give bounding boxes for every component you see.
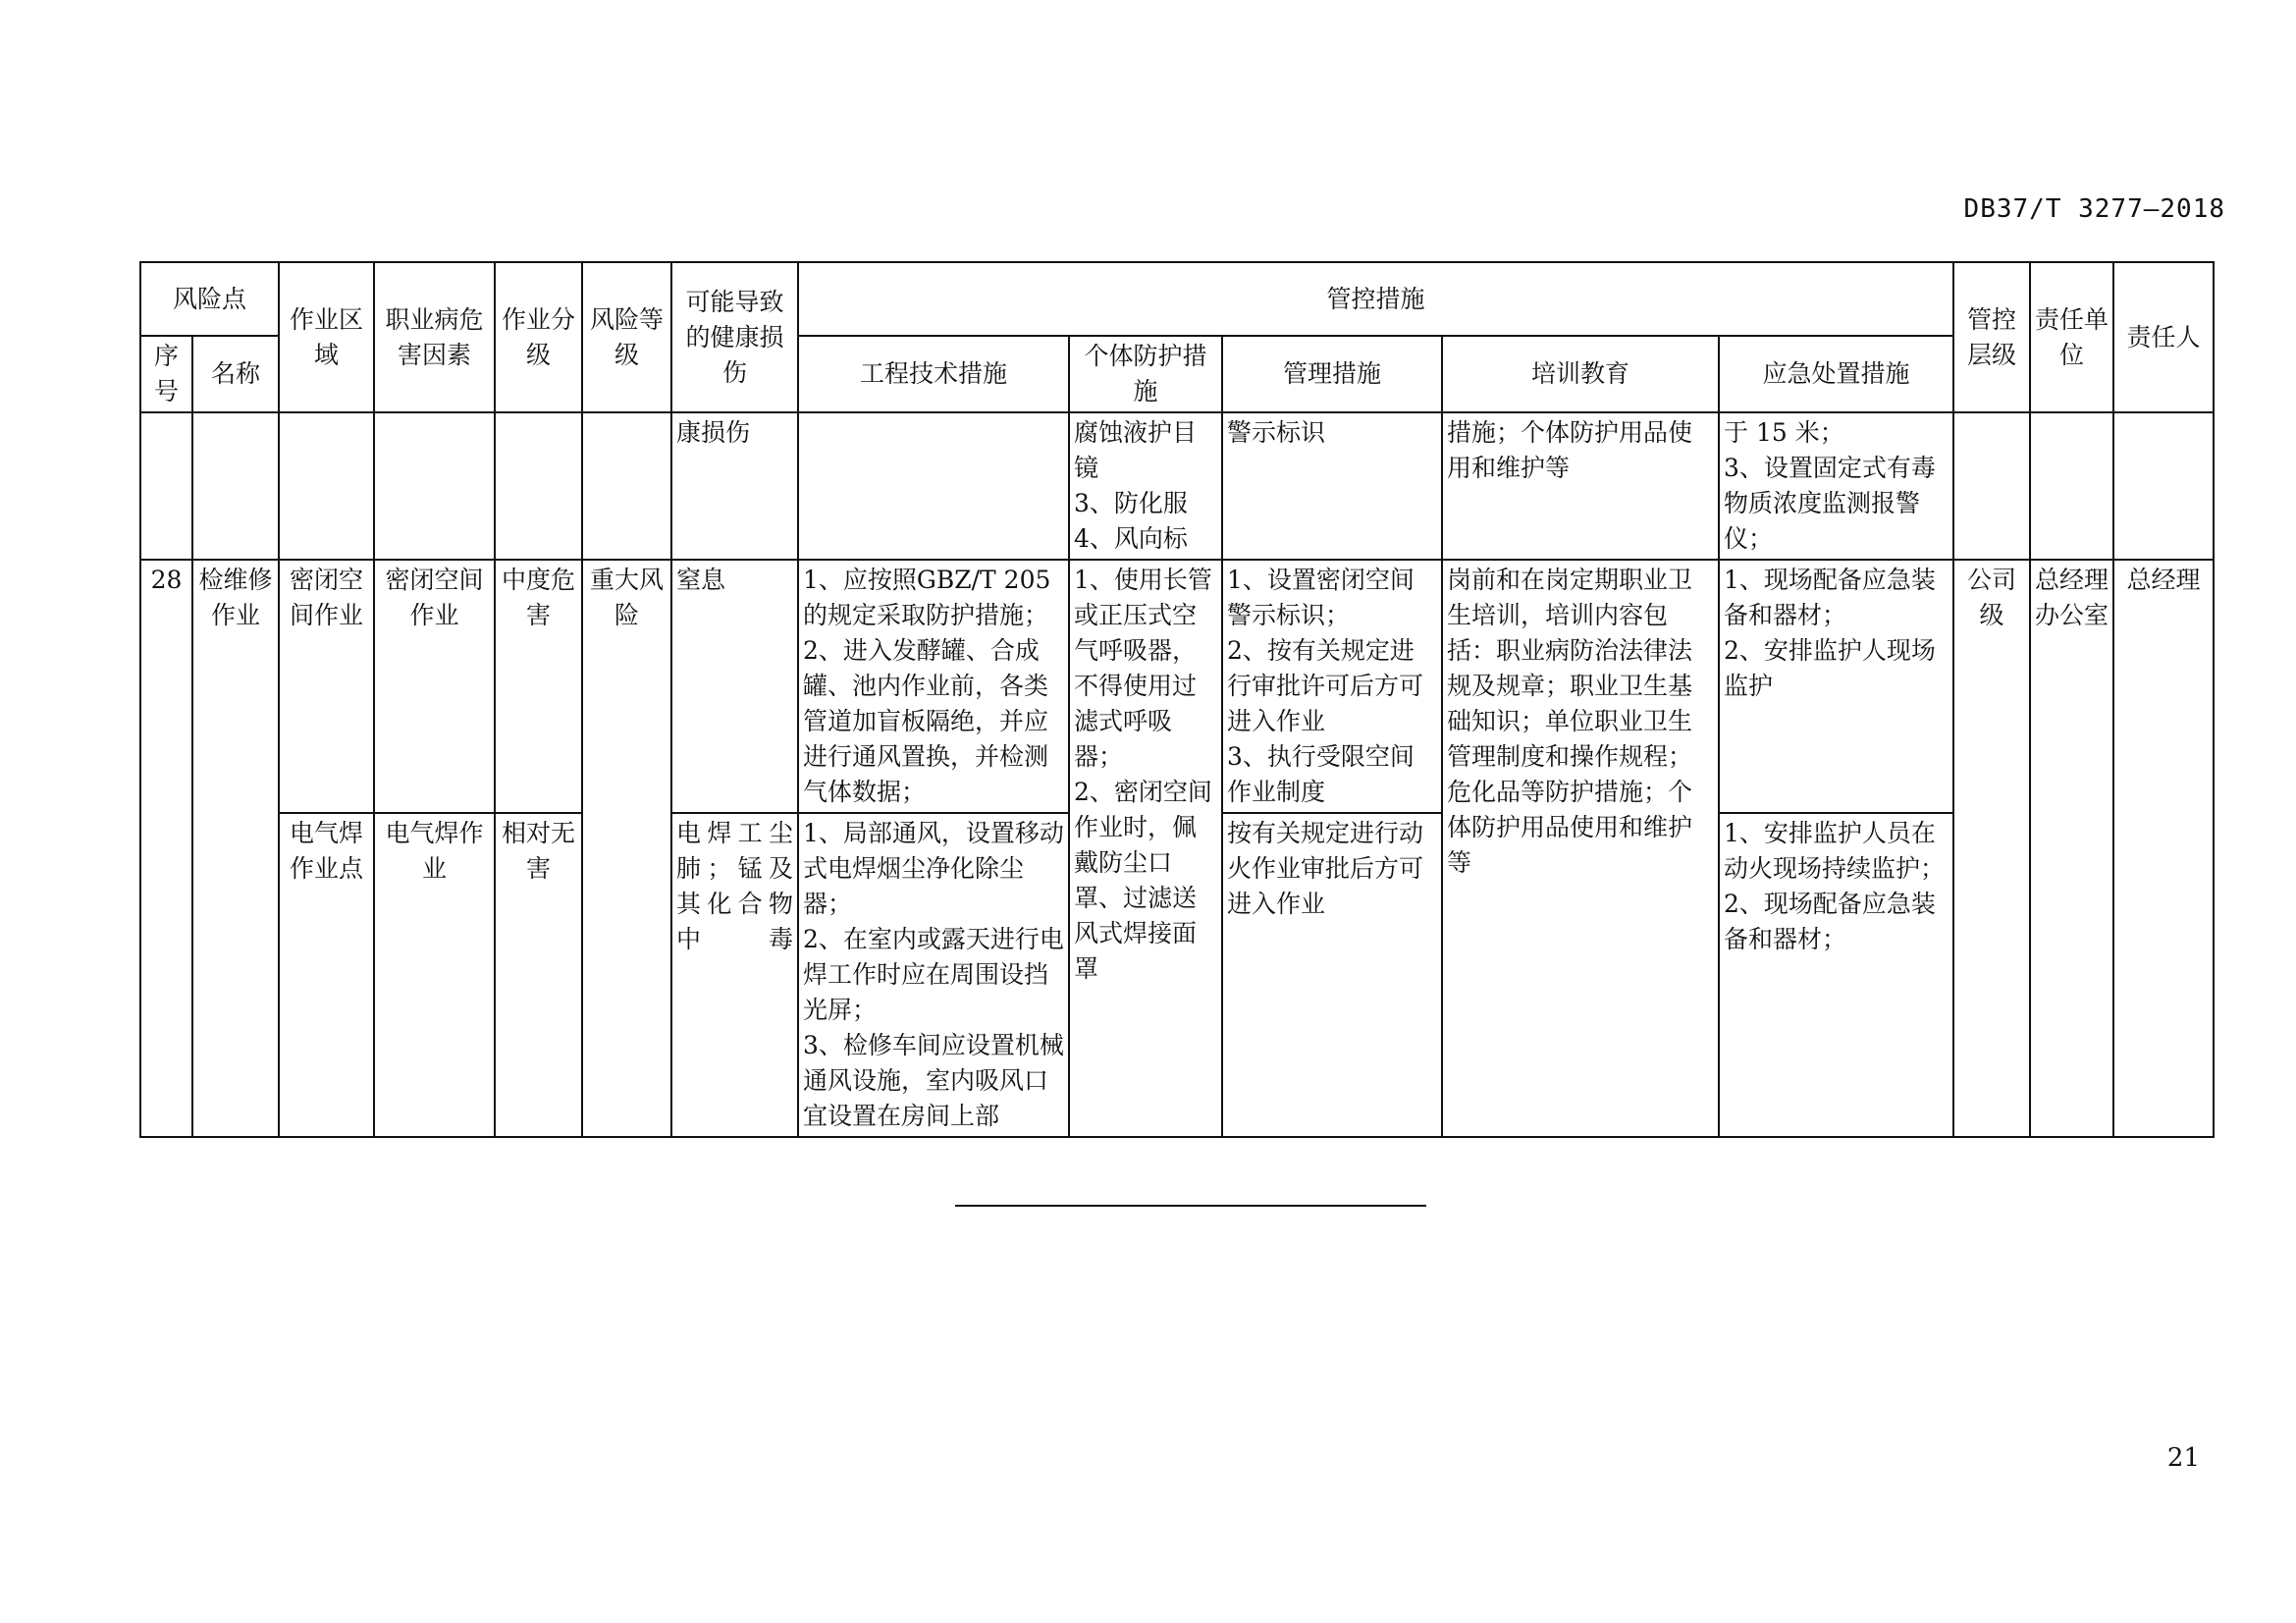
- cell-health-damage: 电焊工尘肺；锰及其化合物中毒: [671, 813, 798, 1137]
- cell-work-grade: 中度危害: [495, 560, 582, 813]
- cell-engineering: 1、应按照GBZ/T 205的规定采取防护措施； 2、进入发酵罐、合成罐、池内作业前，各类管道加盲板隔绝，并应进行通风置换，并检测气体数据；: [798, 560, 1069, 813]
- risk-control-table: [139, 261, 2215, 1138]
- cell-resp-unit: 总经理办公室: [2030, 560, 2113, 1137]
- header-name: 名称: [192, 336, 279, 412]
- cell-risk-level: 重大风险: [582, 560, 671, 1137]
- header-control-level: 管控层级: [1953, 262, 2030, 412]
- header-emergency: 应急处置措施: [1719, 336, 1953, 412]
- header-resp-unit: 责任单位: [2030, 262, 2113, 412]
- cell-seq: 28: [140, 560, 192, 1137]
- header-ppe: 个体防护措施: [1069, 336, 1222, 412]
- cell-hazard-factor: 密闭空间作业: [374, 560, 495, 813]
- header-engineering: 工程技术措施: [798, 336, 1069, 412]
- cell-management: 1、设置密闭空间警示标识； 2、按有关规定进行审批许可后方可进入作业 3、执行受限空间作业制度: [1222, 560, 1442, 813]
- header-risk-level: 风险等级: [582, 262, 671, 412]
- cell-training: 岗前和在岗定期职业卫生培训，培训内容包括：职业病防治法律法规及规章；职业卫生基础知识；单位职业卫生管理制度和操作规程；危化品等防护措施；个体防护用品使用和维护等: [1442, 560, 1719, 1137]
- end-of-section-rule: [955, 1205, 1426, 1207]
- cell-training: 措施；个体防护用品使用和维护等: [1442, 412, 1719, 560]
- cell-work-grade: 相对无害: [495, 813, 582, 1137]
- header-health-damage: 可能导致的健康损伤: [671, 262, 798, 412]
- cell-hazard-factor: 电气焊作业: [374, 813, 495, 1137]
- cell-management: 警示标识: [1222, 412, 1442, 560]
- cell-work-area: 电气焊作业点: [279, 813, 374, 1137]
- cell-health-damage: 康损伤: [671, 412, 798, 560]
- table-row: [140, 560, 2214, 813]
- header-management: 管理措施: [1222, 336, 1442, 412]
- cell-engineering: 1、局部通风，设置移动式电焊烟尘净化除尘器； 2、在室内或露天进行电焊工作时应在周围设挡光屏； 3、检修车间应设置机械通风设施，室内吸风口宜设置在房间上部: [798, 813, 1069, 1137]
- cell-control-level: 公司级: [1953, 560, 2030, 1137]
- cell-management: 按有关规定进行动火作业审批后方可进入作业: [1222, 813, 1442, 1137]
- header-work-grade: 作业分级: [495, 262, 582, 412]
- cell-ppe: 腐蚀液护目镜 3、防化服 4、风向标: [1069, 412, 1222, 560]
- cell-work-area: 密闭空间作业: [279, 560, 374, 813]
- header-seq: 序号: [140, 336, 192, 412]
- header-hazard-factor: 职业病危害因素: [374, 262, 495, 412]
- table-row: [140, 412, 2214, 560]
- doc-code: DB37/T 3277—2018: [1963, 194, 2225, 224]
- cell-health-damage: 窒息: [671, 560, 798, 813]
- cell-resp-person: 总经理: [2113, 560, 2214, 1137]
- header-work-area: 作业区域: [279, 262, 374, 412]
- header-control-measures: 管控措施: [798, 262, 1953, 336]
- header-risk-point: 风险点: [140, 262, 279, 336]
- cell-emergency: 于 15 米； 3、设置固定式有毒物质浓度监测报警仪；: [1719, 412, 1953, 560]
- cell-ppe: 1、使用长管或正压式空气呼吸器，不得使用过滤式呼吸器； 2、密闭空间作业时，佩戴防尘口罩、过滤送风式焊接面罩: [1069, 560, 1222, 1137]
- cell-emergency: 1、现场配备应急装备和器材； 2、安排监护人现场监护: [1719, 560, 1953, 813]
- header-training: 培训教育: [1442, 336, 1719, 412]
- cell-name: 检维修作业: [192, 560, 279, 1137]
- header-resp-person: 责任人: [2113, 262, 2214, 412]
- page-number: 21: [2166, 1443, 2200, 1473]
- cell-emergency: 1、安排监护人员在动火现场持续监护； 2、现场配备应急装备和器材；: [1719, 813, 1953, 1137]
